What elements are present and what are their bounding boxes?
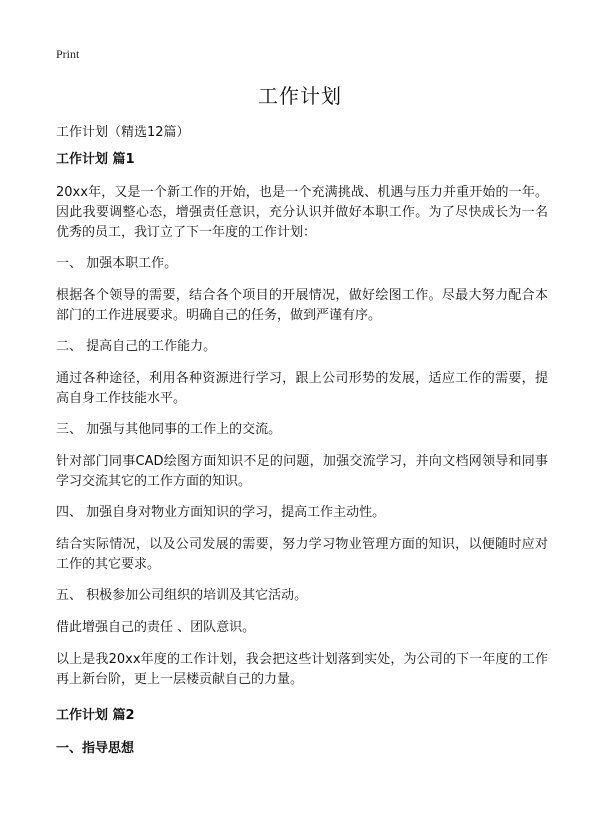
document-subtitle: 工作计划（精选12篇） [56, 125, 190, 140]
list-heading-2: 二、 提高自己的工作能力。 [56, 339, 217, 354]
list-heading-4: 四、 加强自身对物业方面知识的学习，提高工作主动性。 [56, 505, 386, 520]
list-heading-5: 五、 积极参加公司组织的培训及其它活动。 [56, 588, 308, 603]
paragraph-4: 结合实际情况，以及公司发展的需要，努力学习物业管理方面的知识，以便随时应对工作的其它要求。 [56, 537, 548, 572]
section-heading-2: 工作计划 篇2 [56, 708, 135, 723]
paragraph-5: 借此增强自己的责任 、团队意识。 [56, 620, 256, 635]
document-body [56, 150, 548, 772]
document-title: 工作计划 [258, 84, 342, 108]
subheading-guiding-thought: 一、指导思想 [56, 741, 135, 756]
list-heading-3: 三、 加强与其他同事的工作上的交流。 [56, 422, 282, 437]
list-heading-1: 一、 加强本职工作。 [56, 256, 178, 271]
paragraph-3: 针对部门同事CAD绘图方面知识不足的问题，加强交流学习，并向文档网领导和同事学习交流其它的工作方面的知识。 [56, 454, 548, 489]
print-label: Print [56, 47, 80, 61]
paragraph-1: 根据各个领导的需要，结合各个项目的开展情况，做好绘图工作。尽最大努力配合本部门的工作进展要求。明确自己的任务，做到严谨有序。 [56, 288, 548, 323]
paragraph-conclusion: 以上是我20xx年度的工作计划，我会把这些计划落到实处，为公司的下一年度的工作再上新台阶，更上一层楼贡献自己的力量。 [56, 652, 548, 687]
section-heading-1: 工作计划 篇1 [56, 152, 135, 167]
paragraph-2: 通过各种途径，利用各种资源进行学习，跟上公司形势的发展，适应工作的需要，提高自身工作技能水平。 [56, 371, 548, 406]
paragraph-intro: 20xx年，又是一个新工作的开始，也是一个充满挑战、机遇与压力并重开始的一年。因此我要调整心态，增强责任意识，充分认识并做好本职工作。为了尽快成长为一名优秀的员工，我订立了下一年度的工作计划： [56, 185, 548, 240]
